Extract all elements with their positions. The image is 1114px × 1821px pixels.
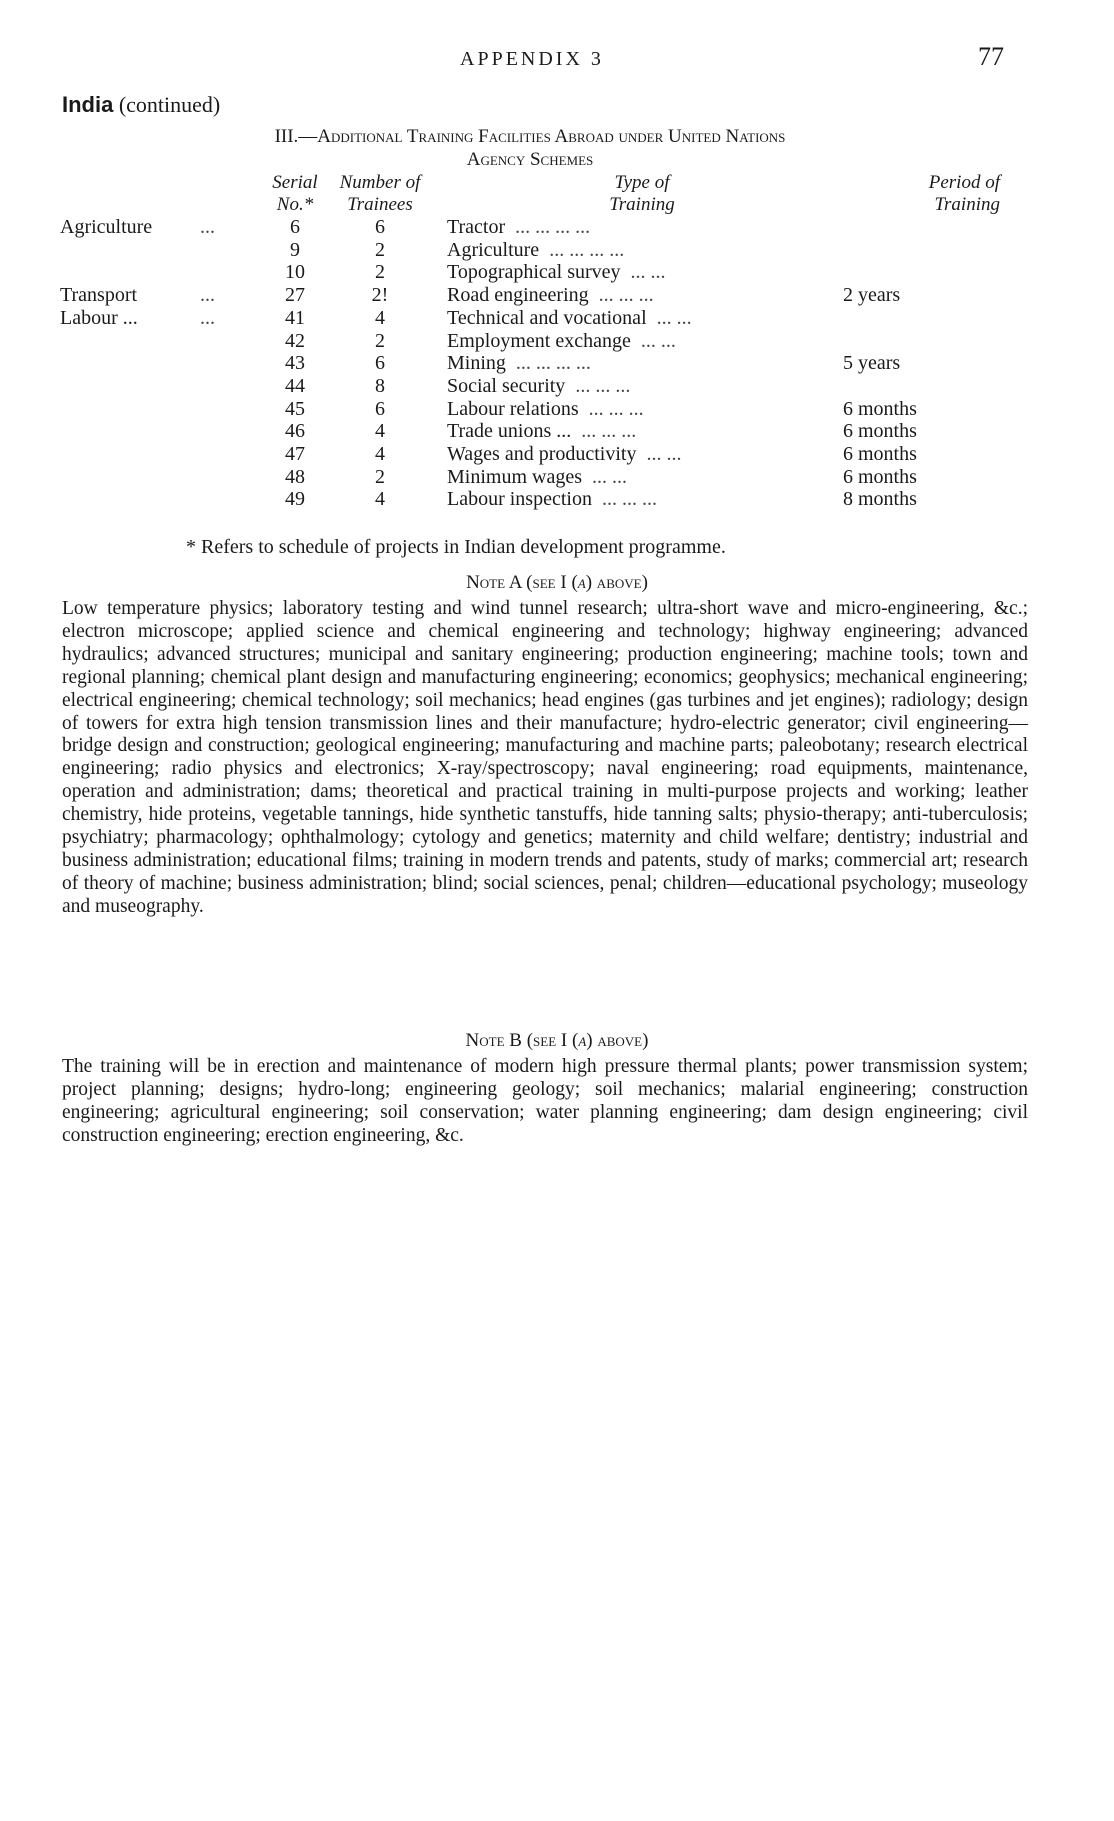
cell-serial: 41 [285,306,305,329]
dot-leaders: ... ... [646,443,682,466]
cell-type [425,330,837,353]
cell-period [837,261,1010,284]
cell-period: 6 months [843,397,917,420]
cell-sector: Labour ... [60,306,138,329]
cell-trainees: 6 [375,216,385,238]
cell-sector [60,488,200,511]
cell-serial: 49 [285,488,305,511]
training-type: Wages and productivity [447,443,637,466]
training-type: Trade unions ... [447,420,572,443]
cell-type [425,261,837,284]
cell-sector-leaders [200,352,255,375]
cell-trainees: 6 [375,397,385,420]
section-title-line1: III.—Additional Training Facilities Abroad under United Nations [274,126,786,147]
dot-leaders: ... ... [656,306,692,329]
training-type: Minimum wages [447,465,582,488]
dot-leaders: ... ... ... [601,488,657,511]
dot-leaders: ... ... ... [598,284,654,307]
training-type: Employment exchange [447,329,631,352]
table-header-row [60,172,1010,216]
cell-serial: 48 [285,465,305,488]
table-row [60,398,1010,421]
cell-sector [60,398,200,421]
dot-leaders: ... ... [630,261,666,284]
cell-sector [60,466,200,489]
cell-sector [60,239,200,262]
training-type: Road engineering [447,284,589,307]
table-row [60,307,1010,330]
cell-sector [60,352,200,375]
cell-sector-leaders [200,466,255,489]
cell-period: 2 years [843,284,901,307]
dot-leaders: ... ... ... [575,374,631,397]
table-row [60,330,1010,353]
header-spacer [200,172,255,216]
cell-period [837,307,1010,330]
cell-sector-leaders: ... [200,284,215,307]
cell-serial: 47 [285,443,305,466]
training-facilities-table [60,172,1010,511]
table-footnote: * Refers to schedule of projects in Indian development programme. [186,536,726,558]
training-type: Topographical survey [447,261,621,284]
section-title-line2: Agency Schemes [466,149,594,170]
cell-sector: Transport [60,284,138,307]
cell-sector-leaders: ... [200,306,215,329]
cell-sector [60,443,200,466]
cell-trainees: 8 [375,374,385,397]
dot-leaders: ... ... ... ... [549,238,625,261]
dot-leaders: ... ... ... ... [515,352,591,375]
header-type: Type of Training [609,172,675,215]
cell-type [425,239,837,262]
cell-sector-leaders [200,330,255,353]
training-type: Labour inspection [447,488,592,511]
cell-type [425,375,837,398]
cell-sector-leaders [200,420,255,443]
cell-type [425,443,837,466]
cell-type [425,352,837,375]
cell-sector-leaders [200,239,255,262]
table-row [60,352,1010,375]
table-row [60,375,1010,398]
note-a-heading: Note A (see I (a) above) [466,572,648,593]
cell-trainees: 4 [375,306,385,329]
dot-leaders: ... ... [640,329,676,352]
training-type: Technical and vocational [447,306,647,329]
page-number: 77 [978,42,1004,71]
training-type: Mining [447,352,506,375]
cell-sector-leaders [200,488,255,511]
running-title: APPENDIX 3 [460,48,604,70]
cell-period: 6 months [843,443,917,466]
table-row [60,216,1010,239]
cell-sector-leaders [200,375,255,398]
cell-sector [60,375,200,398]
training-type: Labour relations [447,397,579,420]
cell-period: 5 years [843,352,901,375]
cell-serial: 10 [285,261,305,284]
cell-trainees: 2 [375,261,385,284]
note-a-body: Low temperature physics; laboratory testing and wind tunnel research; ultra-short wave and micro-engineering, &c.; electron microscope; applied science and chemical engineering and technology; highway engineering; advanced hydraulics; advanced structures; municipal and sanitary engineering; production engineering; machine tools; town and regional planning; chemical plant design and manufacturing engineering; economics; geophysics; mechanical engineering; electrical engineering; chemical technology; soil mechanics; head engines (gas turbines and jet engines); radiology; design of towers for extra high tension transmission lines and their manufacture; hydro-electric generator; civil engineering—bridge design and construction; geological engineering; manufacturing and machine parts; paleobotany; research electrical engineering; radio physics and electronics; X-ray/spectroscopy; naval engineering; road equipments, maintenance, operation and administration; dams; theoretical and practical training in multi-purpose projects and working; leather chemistry, hide proteins, vegetable tannings, hide synthetic tanstuffs, hide tanning salts; physio-therapy; anti-tuberculosis; psychiatry; pharmacology; ophthalmology; cytology and genetics; maternity and child welfare; dentistry; industrial and business administration; educational films; training in modern trends and patents, study of marks; commercial art; research of theory of machine; business administration; blind; social sciences, penal; children—educational psychology; museology and museography. [62,598,1028,917]
table-row [60,420,1010,443]
cell-period [837,330,1010,353]
cell-period: 6 months [843,465,917,488]
dot-leaders: ... ... ... [581,420,637,443]
cell-trainees: 6 [375,352,385,375]
table-row [60,488,1010,511]
country-name: India [62,92,114,117]
table-row [60,261,1010,284]
training-type: Agriculture [447,238,540,261]
cell-sector-leaders [200,398,255,421]
cell-serial: 27 [285,284,305,307]
cell-sector [60,261,200,284]
cell-sector: Agriculture [60,216,153,238]
table-row [60,239,1010,262]
header-trainees: Number of Trainees [339,172,421,215]
cell-trainees: 2 [375,465,385,488]
note-b-heading: Note B (see I (a) above) [465,1030,649,1051]
cell-serial: 44 [285,374,305,397]
cell-type [425,307,837,330]
cell-type [425,398,837,421]
table-row [60,466,1010,489]
dot-leaders: ... ... ... ... [515,216,591,238]
training-type: Social security [447,374,566,397]
cell-trainees: 4 [375,420,385,443]
cell-trainees: 2 [375,329,385,352]
cell-sector-leaders [200,443,255,466]
cell-trainees: 2! [371,284,389,307]
cell-trainees: 4 [375,488,385,511]
cell-serial: 43 [285,352,305,375]
cell-type [425,420,837,443]
cell-period [837,375,1010,398]
section-title [120,125,940,171]
page-header [0,42,1114,82]
country-heading [62,92,220,118]
cell-type [425,466,837,489]
cell-serial: 6 [290,216,300,238]
cell-type [425,216,837,239]
country-suffix: (continued) [118,92,221,117]
cell-serial: 9 [290,238,300,261]
training-type: Tractor [447,216,506,238]
header-serial: Serial No.* [272,172,318,215]
header-period: Period of Training [928,172,1000,215]
header-sector [60,172,200,216]
table-row [60,284,1010,307]
note-b-body: The training will be in erection and maintenance of modern high pressure thermal plants; power transmission system; project planning; designs; hydro-long; engineering geology; soil mechanics; malarial engineering; construction engineering; agricultural engineering; soil conservation; water planning engineering; dam design engineering; civil construction engineering; erection engineering, &c. [62,1056,1028,1146]
table-row [60,443,1010,466]
cell-sector [60,330,200,353]
dot-leaders: ... ... ... [588,397,644,420]
cell-type [425,488,837,511]
cell-trainees: 2 [375,238,385,261]
cell-serial: 42 [285,329,305,352]
dot-leaders: ... ... [592,465,627,488]
cell-period: 8 months [843,488,917,511]
cell-serial: 45 [285,397,305,420]
cell-serial: 46 [285,420,305,443]
cell-trainees: 4 [375,443,385,466]
cell-sector-leaders [200,261,255,284]
cell-type [425,284,837,307]
cell-sector [60,420,200,443]
cell-period: 6 months [843,420,917,443]
cell-period [837,216,1010,239]
cell-period [837,239,1010,262]
cell-sector-leaders: ... [200,216,215,238]
